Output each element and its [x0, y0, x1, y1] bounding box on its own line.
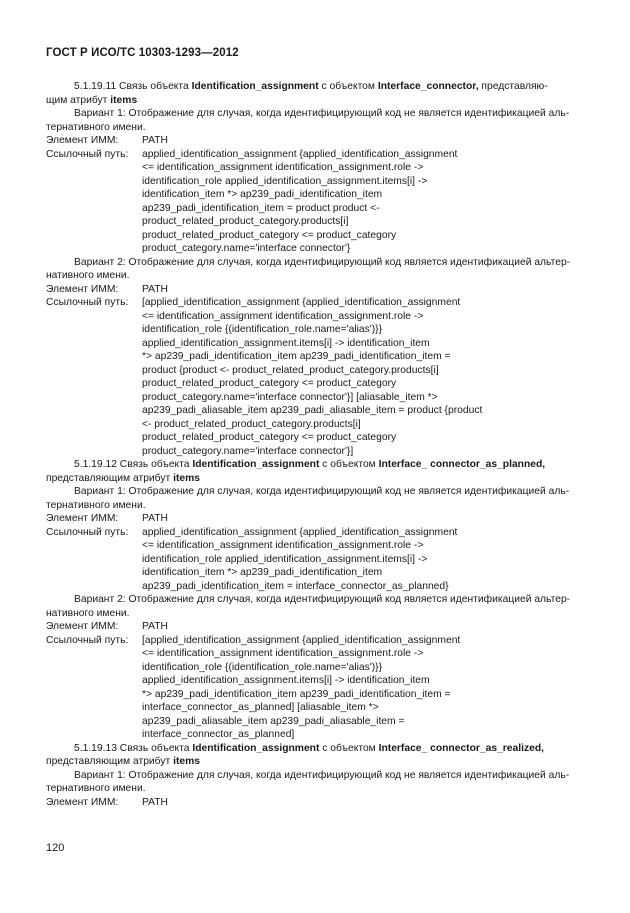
- path-line: product {product <- product_related_product_category.products[i]: [142, 364, 439, 376]
- element-value: PATH: [142, 621, 168, 632]
- variant-1-description-cont: тернативного имени.: [46, 121, 146, 133]
- path-line: identification_role {(identification_role.name='alias')}}: [142, 661, 383, 673]
- element-row: [46, 134, 586, 148]
- heading-continuation: [46, 472, 586, 486]
- heading-text: представляющим атрибут: [46, 472, 174, 484]
- path-line: identification_role {(identification_role.name='alias')}}: [142, 324, 383, 335]
- element-label: Элемент ИММ:: [46, 513, 119, 524]
- variant-2-description: Вариант 2: Отображение для случая, когда идентифицирующий код является идентификацией альтер-: [74, 256, 571, 268]
- element-value: PATH: [142, 135, 168, 146]
- path-line: identification_item *> ap239_padi_identification_item: [142, 567, 383, 578]
- variant-1-description-cont: тернативного имени.: [46, 783, 146, 794]
- path-line: interface_connector_as_planned] [aliasable_item *>: [142, 702, 379, 713]
- ref-path-row: [46, 526, 586, 594]
- path-line: <= identification_assignment identification_assignment.role ->: [142, 540, 424, 551]
- heading-text: представляю-: [478, 81, 548, 92]
- path-line: interface_connector_as_planned]: [142, 729, 295, 740]
- element-label: Элемент ИММ:: [46, 796, 119, 808]
- section-number: 5.1.19.11 Связь объекта: [74, 81, 192, 92]
- section-heading-5-1-19-12: [46, 458, 586, 472]
- page-number: 120: [46, 842, 65, 854]
- element-row: [46, 796, 586, 810]
- path-line: <- product_related_product_category.products[i]: [142, 418, 361, 430]
- element-row: [46, 283, 586, 297]
- variant-1-description: Вариант 1: Отображение для случая, когда идентифицирующий код не является идентификацией аль-: [74, 486, 570, 497]
- heading-text: представляющим атрибут: [46, 756, 174, 767]
- ref-path-value: [142, 526, 586, 594]
- path-line: ap239_padi_identification_item = product product <-: [142, 202, 380, 214]
- variant-1-description-cont: тернативного имени.: [46, 499, 146, 511]
- element-label: Элемент ИММ:: [46, 135, 119, 146]
- variant-1-description: Вариант 1: Отображение для случая, когда идентифицирующий код не является идентификацией аль-: [74, 108, 570, 119]
- ref-path-label: Ссылочный путь:: [46, 526, 129, 538]
- variant-1-description: Вариант 1: Отображение для случая, когда идентифицирующий код не является идентификацией аль-: [74, 769, 570, 781]
- attribute-name: items: [173, 472, 200, 484]
- path-line: product_related_product_category <= product_category: [142, 229, 397, 241]
- ref-path-label: Ссылочный путь:: [46, 297, 129, 308]
- ref-path-label: Ссылочный путь:: [46, 634, 129, 646]
- heading-continuation: [46, 755, 586, 769]
- entity-name: Interface_ connector_as_planned,: [378, 459, 546, 470]
- path-line: <= identification_assignment identification_assignment.role ->: [142, 310, 424, 322]
- path-line: product_category.name='interface connector'}]: [142, 445, 354, 457]
- section-heading-5-1-19-11: [46, 80, 586, 94]
- ref-path-label: Ссылочный путь:: [46, 148, 129, 160]
- path-line: product_related_product_category.products[i]: [142, 216, 349, 227]
- path-line: identification_role applied_identification_assignment.items[i] ->: [142, 175, 428, 187]
- ref-path-value: [142, 634, 586, 742]
- path-line: ap239_padi_identification_item = interface_connector_as_planned}: [142, 580, 449, 592]
- section-heading-5-1-19-13: [46, 742, 586, 756]
- path-line: applied_identification_assignment.items[i] -> identification_item: [142, 675, 430, 686]
- entity-name: Identification_assignment: [192, 742, 320, 754]
- element-value: PATH: [142, 283, 168, 295]
- page-content: [46, 80, 586, 809]
- section-number: 5.1.19.13 Связь объекта: [74, 742, 193, 754]
- element-row: [46, 512, 586, 526]
- ref-path-row: [46, 148, 586, 256]
- path-line: identification_role applied_identification_assignment.items[i] ->: [142, 553, 428, 565]
- ref-path-row: [46, 634, 586, 742]
- path-line: applied_identification_assignment.items[i] -> identification_item: [142, 337, 430, 349]
- path-line: product_related_product_category <= product_category: [142, 378, 397, 389]
- page-header: ГОСТ Р ИСО/ТС 10303-1293—2012: [46, 47, 239, 59]
- path-line: applied_identification_assignment {applied_identification_assignment: [142, 148, 458, 160]
- element-value: PATH: [142, 513, 168, 524]
- variant-2-description: Вариант 2: Отображение для случая, когда идентифицирующий код является идентификацией альтер-: [74, 594, 571, 605]
- entity-name: Interface_connector,: [377, 81, 479, 92]
- heading-text: с объектом: [319, 459, 379, 470]
- path-line: ap239_padi_aliasable_item ap239_padi_aliasable_item = product {product: [142, 405, 483, 416]
- path-line: product_category.name='interface connector'}] [aliasable_item *>: [142, 391, 438, 403]
- path-line: product_category.name='interface connector'}: [142, 243, 351, 254]
- heading-continuation: [46, 94, 586, 108]
- attribute-name: items: [110, 94, 138, 106]
- path-line: ap239_padi_aliasable_item ap239_padi_aliasable_item =: [142, 715, 405, 727]
- section-number: 5.1.19.12 Связь объекта: [74, 459, 193, 470]
- heading-text: с объектом: [318, 81, 378, 92]
- heading-text: щим атрибут: [46, 94, 111, 106]
- path-line: <= identification_assignment identification_assignment.role ->: [142, 162, 424, 173]
- attribute-name: items: [173, 756, 200, 767]
- element-label: Элемент ИММ:: [46, 283, 119, 295]
- path-line: [applied_identification_assignment {applied_identification_assignment: [142, 297, 461, 308]
- element-value: PATH: [142, 796, 168, 808]
- path-line: *> ap239_padi_identification_item ap239_padi_identification_item =: [142, 688, 451, 700]
- entity-name: Identification_assignment: [191, 81, 319, 92]
- ref-path-value: [142, 148, 586, 256]
- element-label: Элемент ИММ:: [46, 621, 119, 632]
- variant-2-description-cont: нативного имени.: [46, 607, 130, 619]
- ref-path-row: [46, 296, 586, 458]
- path-line: product_related_product_category <= product_category: [142, 432, 397, 443]
- variant-2-description-cont: нативного имени.: [46, 270, 130, 281]
- path-line: <= identification_assignment identification_assignment.role ->: [142, 648, 424, 659]
- path-line: identification_item *> ap239_padi_identification_item: [142, 189, 383, 200]
- heading-text: с объектом: [319, 742, 379, 754]
- path-line: *> ap239_padi_identification_item ap239_padi_identification_item =: [142, 351, 451, 362]
- path-line: [applied_identification_assignment {applied_identification_assignment: [142, 634, 461, 646]
- path-line: applied_identification_assignment {applied_identification_assignment: [142, 526, 458, 538]
- element-row: [46, 620, 586, 634]
- entity-name: Identification_assignment: [192, 459, 320, 470]
- entity-name: Interface_ connector_as_realized,: [378, 742, 545, 754]
- ref-path-value: [142, 296, 586, 458]
